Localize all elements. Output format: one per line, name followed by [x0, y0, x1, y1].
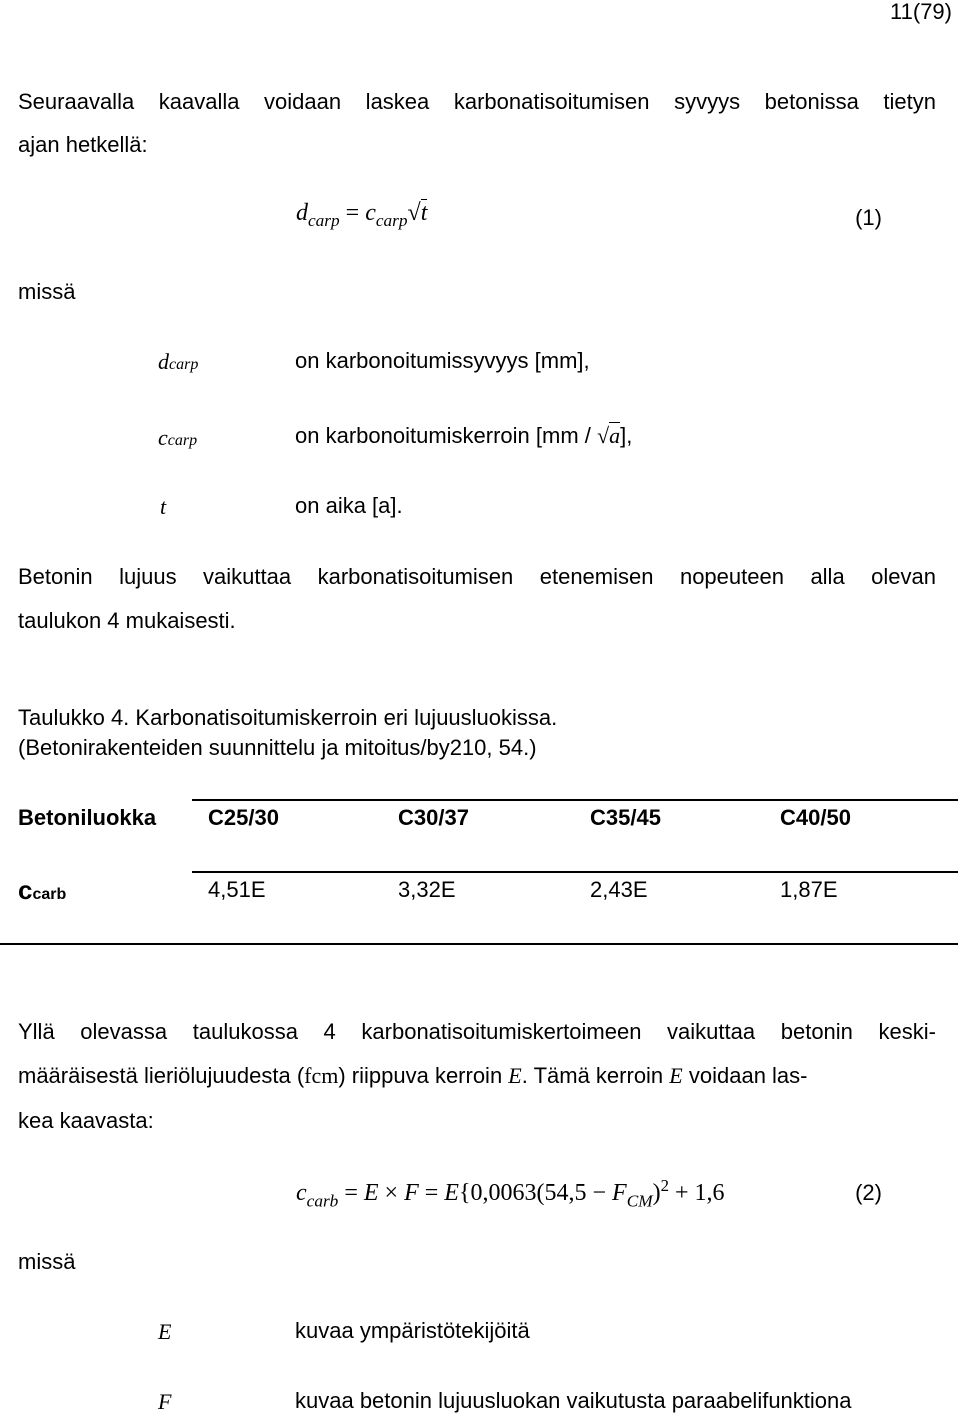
def-text-ccarp: on karbonoitumiskerroin [mm / √a], — [295, 423, 633, 448]
table-header-c40: C40/50 — [780, 805, 851, 830]
para3-line-2: määräisestä lieriölujuudesta (fcm) riippuva kerroin E. Tämä kerroin E voidaan las- — [18, 1063, 808, 1088]
table-caption-line-2: (Betonirakenteiden suunnittelu ja mitoitus/by210, 54.) — [18, 735, 537, 760]
formula-1-number: (1) — [855, 205, 882, 230]
formula-2: $c_{carb} = E \times F = E\{0,0063(54,5 - F_{CM})^2 + 1,6$ — [296, 1176, 725, 1211]
def-symbol-dcarp: dcarp — [158, 349, 199, 374]
table-header-c30: C30/37 — [398, 805, 469, 830]
where-label-2: missä — [18, 1249, 76, 1274]
def-text-E: kuvaa ympäristötekijöitä — [295, 1318, 530, 1343]
table-header-class: Betoniluokka — [18, 805, 157, 830]
table-top-rule — [192, 799, 958, 801]
def-symbol-t: t — [160, 494, 167, 519]
table-cell-c40: 1,87E — [780, 877, 838, 902]
def-symbol-ccarp: ccarp — [158, 425, 198, 450]
def-symbol-F: F — [158, 1389, 172, 1414]
formula-2-number: (2) — [855, 1180, 882, 1205]
table-header-rule — [192, 871, 958, 873]
intro-line-2: ajan hetkellä: — [18, 132, 148, 157]
table-header-c35: C35/45 — [590, 805, 661, 830]
intro-line-1: Seuraavalla kaavalla voidaan laskea karbonatisoitumisen syvyys betonissa tietyn — [18, 89, 936, 114]
table-row-label: ccarb — [18, 875, 67, 905]
where-label-1: missä — [18, 279, 76, 304]
table-cell-c35: 2,43E — [590, 877, 648, 902]
table-bottom-rule — [0, 943, 958, 945]
def-symbol-E: E — [158, 1319, 172, 1344]
table-cell-c30: 3,32E — [398, 877, 456, 902]
formula-1: $d_{carp} = c_{carp}√t$ — [296, 200, 428, 231]
para3-line-3: kea kaavasta: — [18, 1108, 154, 1133]
table-caption-line-1: Taulukko 4. Karbonatisoitumiskerroin eri lujuusluokissa. — [18, 705, 558, 730]
def-text-dcarp: on karbonoitumissyvyys [mm], — [295, 348, 590, 373]
table-header-c25: C25/30 — [208, 805, 279, 830]
table-caption — [18, 703, 557, 763]
def-text-t: on aika [a]. — [295, 493, 403, 518]
para2-line-1: Betonin lujuus vaikuttaa karbonatisoitumisen etenemisen nopeuteen alla olevan — [18, 564, 936, 589]
page-number: 11(79) — [890, 0, 952, 24]
def-text-F: kuvaa betonin lujuusluokan vaikutusta paraabelifunktiona — [295, 1388, 852, 1413]
table-cell-c25: 4,51E — [208, 877, 266, 902]
para3-line-1: Yllä olevassa taulukossa 4 karbonatisoitumiskertoimeen vaikuttaa betonin keski- — [18, 1019, 936, 1044]
para2-line-2: taulukon 4 mukaisesti. — [18, 608, 236, 633]
